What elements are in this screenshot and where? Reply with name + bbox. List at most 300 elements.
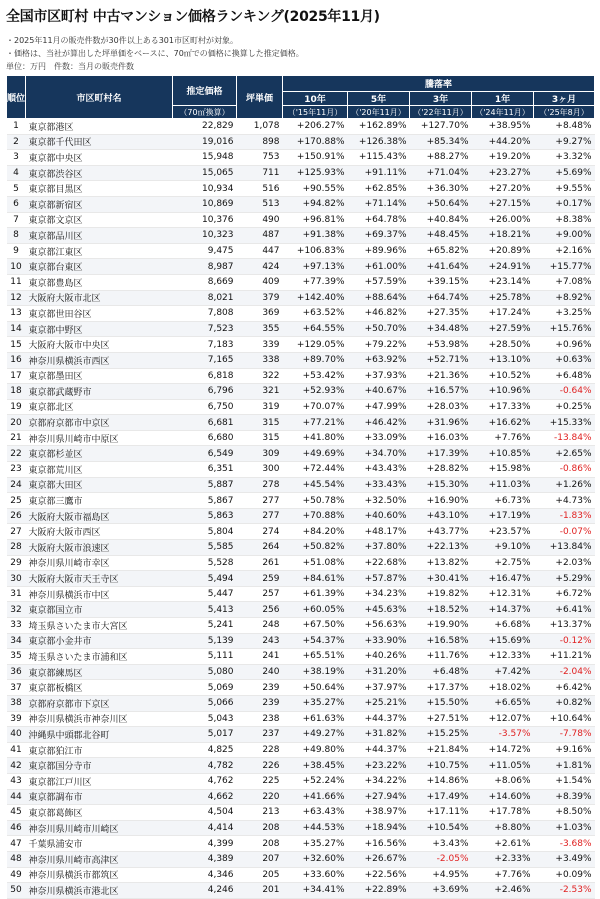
cell-rank: 31	[7, 586, 26, 602]
cell-rank: 40	[7, 727, 26, 743]
cell-change-3y: +27.35%	[410, 306, 472, 322]
cell-change-5y: +91.11%	[348, 165, 410, 181]
cell-change-3y: +18.52%	[410, 602, 472, 618]
cell-change-1y: +10.52%	[472, 368, 534, 384]
cell-city: 東京都国立市	[26, 602, 173, 618]
table-row	[7, 649, 595, 665]
cell-city: 東京都渋谷区	[26, 165, 173, 181]
table-row	[7, 399, 595, 415]
cell-change-3y: -2.05%	[410, 851, 472, 867]
cell-tsubo: 898	[237, 134, 283, 150]
cell-change-3y: +22.13%	[410, 540, 472, 556]
cell-change-3m: +7.08%	[534, 274, 595, 290]
table-row	[7, 337, 595, 353]
cell-rank: 9	[7, 243, 26, 259]
cell-tsubo: 513	[237, 196, 283, 212]
cell-change-3m: -3.68%	[534, 836, 595, 852]
cell-price: 10,869	[173, 196, 237, 212]
cell-change-10y: +41.80%	[283, 430, 348, 446]
cell-change-1y: +16.47%	[472, 571, 534, 587]
cell-change-10y: +125.93%	[283, 165, 348, 181]
cell-change-1y: +23.57%	[472, 524, 534, 540]
cell-change-3y: +43.10%	[410, 508, 472, 524]
cell-change-1y: +6.73%	[472, 493, 534, 509]
cell-change-5y: +34.23%	[348, 586, 410, 602]
cell-change-1y: +16.62%	[472, 415, 534, 431]
cell-change-5y: +33.90%	[348, 633, 410, 649]
cell-change-5y: +45.63%	[348, 602, 410, 618]
table-row	[7, 196, 595, 212]
cell-change-5y: +37.97%	[348, 680, 410, 696]
cell-change-5y: +22.89%	[348, 883, 410, 899]
cell-change-3y: +11.76%	[410, 649, 472, 665]
cell-change-10y: +50.82%	[283, 540, 348, 556]
cell-tsubo: 213	[237, 805, 283, 821]
cell-change-3y: +30.41%	[410, 571, 472, 587]
cell-change-1y: +14.37%	[472, 602, 534, 618]
cell-change-10y: +33.60%	[283, 867, 348, 883]
cell-change-3y: +36.30%	[410, 181, 472, 197]
cell-change-10y: +106.83%	[283, 243, 348, 259]
cell-change-10y: +34.41%	[283, 883, 348, 899]
page-title: 全国市区町村 中古マンション価格ランキング(2025年11月)	[6, 9, 380, 25]
cell-city: 埼玉県さいたま市大宮区	[26, 618, 173, 634]
cell-change-3m: +0.25%	[534, 399, 595, 415]
cell-change-1y: +7.76%	[472, 867, 534, 883]
cell-rank: 30	[7, 571, 26, 587]
cell-change-10y: +96.81%	[283, 212, 348, 228]
cell-rank: 6	[7, 196, 26, 212]
table-row	[7, 820, 595, 836]
cell-change-5y: +37.93%	[348, 368, 410, 384]
cell-change-10y: +53.42%	[283, 368, 348, 384]
cell-change-3y: +52.71%	[410, 352, 472, 368]
cell-tsubo: 259	[237, 571, 283, 587]
cell-change-1y: +18.21%	[472, 228, 534, 244]
cell-rank: 11	[7, 274, 26, 290]
cell-change-5y: +57.59%	[348, 274, 410, 290]
cell-city: 東京都墨田区	[26, 368, 173, 384]
cell-price: 10,323	[173, 228, 237, 244]
cell-change-10y: +50.64%	[283, 680, 348, 696]
table-row	[7, 212, 595, 228]
table-row	[7, 446, 595, 462]
cell-price: 4,504	[173, 805, 237, 821]
cell-rank: 50	[7, 883, 26, 899]
cell-rank: 14	[7, 321, 26, 337]
cell-tsubo: 240	[237, 664, 283, 680]
cell-change-3m: +5.29%	[534, 571, 595, 587]
cell-change-3m: +1.81%	[534, 758, 595, 774]
cell-change-1y: +15.69%	[472, 633, 534, 649]
cell-price: 15,065	[173, 165, 237, 181]
cell-city: 東京都練馬区	[26, 664, 173, 680]
cell-change-3m: -0.07%	[534, 524, 595, 540]
cell-price: 7,523	[173, 321, 237, 337]
cell-change-5y: +62.85%	[348, 181, 410, 197]
cell-price: 5,111	[173, 649, 237, 665]
cell-change-1y: +2.33%	[472, 851, 534, 867]
table-row	[7, 415, 595, 431]
cell-rank: 21	[7, 430, 26, 446]
cell-change-10y: +38.45%	[283, 758, 348, 774]
cell-change-3y: +53.98%	[410, 337, 472, 353]
cell-change-3m: +2.65%	[534, 446, 595, 462]
cell-price: 5,066	[173, 695, 237, 711]
cell-tsubo: 205	[237, 867, 283, 883]
cell-change-1y: +26.00%	[472, 212, 534, 228]
cell-city: 埼玉県さいたま市浦和区	[26, 649, 173, 665]
cell-rank: 16	[7, 352, 26, 368]
table-row	[7, 664, 595, 680]
cell-city: 神奈川県川崎市幸区	[26, 555, 173, 571]
cell-change-3y: +27.51%	[410, 711, 472, 727]
table-row	[7, 321, 595, 337]
cell-change-10y: +61.39%	[283, 586, 348, 602]
cell-change-3m: -1.83%	[534, 508, 595, 524]
cell-price: 5,887	[173, 477, 237, 493]
cell-change-1y: +17.24%	[472, 306, 534, 322]
cell-rank: 1	[7, 119, 26, 135]
cell-change-5y: +33.43%	[348, 477, 410, 493]
cell-change-3m: +9.00%	[534, 228, 595, 244]
table-row	[7, 773, 595, 789]
cell-change-10y: +45.54%	[283, 477, 348, 493]
cell-rank: 33	[7, 618, 26, 634]
cell-change-3y: +13.82%	[410, 555, 472, 571]
cell-change-5y: +63.92%	[348, 352, 410, 368]
cell-tsubo: 238	[237, 711, 283, 727]
cell-change-3m: +0.17%	[534, 196, 595, 212]
cell-city: 大阪府大阪市西区	[26, 524, 173, 540]
cell-tsubo: 369	[237, 306, 283, 322]
cell-price: 10,934	[173, 181, 237, 197]
cell-tsubo: 490	[237, 212, 283, 228]
table-row	[7, 119, 595, 135]
cell-change-10y: +64.55%	[283, 321, 348, 337]
table-row	[7, 259, 595, 275]
cell-price: 6,681	[173, 415, 237, 431]
cell-change-1y: +12.33%	[472, 649, 534, 665]
cell-city: 東京都中野区	[26, 321, 173, 337]
cell-change-1y: +25.78%	[472, 290, 534, 306]
cell-price: 4,246	[173, 883, 237, 899]
cell-city: 東京都豊島区	[26, 274, 173, 290]
cell-rank: 46	[7, 820, 26, 836]
cell-change-10y: +41.66%	[283, 789, 348, 805]
cell-rank: 48	[7, 851, 26, 867]
cell-change-5y: +26.67%	[348, 851, 410, 867]
cell-price: 4,825	[173, 742, 237, 758]
cell-change-3y: +31.96%	[410, 415, 472, 431]
table-row	[7, 695, 595, 711]
cell-change-3y: +6.48%	[410, 664, 472, 680]
cell-price: 6,351	[173, 462, 237, 478]
header-period-3m: 3ヶ月	[534, 92, 595, 106]
cell-change-10y: +49.69%	[283, 446, 348, 462]
cell-change-1y: +10.96%	[472, 384, 534, 400]
cell-price: 6,796	[173, 384, 237, 400]
cell-change-5y: +46.82%	[348, 306, 410, 322]
cell-rank: 3	[7, 150, 26, 166]
cell-rank: 26	[7, 508, 26, 524]
cell-price: 5,413	[173, 602, 237, 618]
cell-change-1y: +13.10%	[472, 352, 534, 368]
cell-tsubo: 355	[237, 321, 283, 337]
table-row	[7, 836, 595, 852]
cell-price: 8,669	[173, 274, 237, 290]
cell-change-3y: +85.34%	[410, 134, 472, 150]
cell-change-3m: +6.72%	[534, 586, 595, 602]
cell-city: 神奈川県川崎市高津区	[26, 851, 173, 867]
cell-change-3m: +0.09%	[534, 867, 595, 883]
cell-rank: 45	[7, 805, 26, 821]
cell-change-3m: +6.48%	[534, 368, 595, 384]
cell-rank: 2	[7, 134, 26, 150]
cell-change-1y: +23.27%	[472, 165, 534, 181]
cell-tsubo: 322	[237, 368, 283, 384]
table-row	[7, 508, 595, 524]
cell-change-3m: +11.21%	[534, 649, 595, 665]
cell-city: 神奈川県横浜市神奈川区	[26, 711, 173, 727]
cell-city: 神奈川県川崎市中原区	[26, 430, 173, 446]
cell-rank: 5	[7, 181, 26, 197]
cell-change-3m: +6.41%	[534, 602, 595, 618]
cell-change-5y: +46.42%	[348, 415, 410, 431]
table-row	[7, 633, 595, 649]
cell-change-10y: +70.07%	[283, 399, 348, 415]
cell-rank: 43	[7, 773, 26, 789]
cell-tsubo: 309	[237, 446, 283, 462]
cell-change-3m: +0.63%	[534, 352, 595, 368]
cell-change-10y: +150.91%	[283, 150, 348, 166]
cell-tsubo: 321	[237, 384, 283, 400]
cell-change-3m: +8.38%	[534, 212, 595, 228]
cell-change-1y: +11.05%	[472, 758, 534, 774]
cell-change-5y: +37.80%	[348, 540, 410, 556]
cell-city: 大阪府大阪市浪速区	[26, 540, 173, 556]
cell-rank: 15	[7, 337, 26, 353]
cell-change-1y: +27.15%	[472, 196, 534, 212]
cell-change-5y: +47.99%	[348, 399, 410, 415]
cell-tsubo: 243	[237, 633, 283, 649]
cell-price: 8,987	[173, 259, 237, 275]
cell-city: 東京都台東区	[26, 259, 173, 275]
cell-change-3m: -2.53%	[534, 883, 595, 899]
cell-price: 7,183	[173, 337, 237, 353]
cell-change-3y: +50.64%	[410, 196, 472, 212]
cell-price: 15,948	[173, 150, 237, 166]
cell-price: 6,750	[173, 399, 237, 415]
cell-rank: 25	[7, 493, 26, 509]
table-row	[7, 430, 595, 446]
cell-change-10y: +206.27%	[283, 119, 348, 135]
cell-price: 7,165	[173, 352, 237, 368]
cell-change-5y: +18.94%	[348, 820, 410, 836]
cell-city: 神奈川県横浜市都筑区	[26, 867, 173, 883]
cell-tsubo: 516	[237, 181, 283, 197]
cell-price: 5,804	[173, 524, 237, 540]
cell-change-1y: +10.85%	[472, 446, 534, 462]
cell-change-3y: +64.74%	[410, 290, 472, 306]
cell-change-10y: +38.19%	[283, 664, 348, 680]
cell-city: 東京都三鷹市	[26, 493, 173, 509]
cell-city: 東京都港区	[26, 119, 173, 135]
cell-change-5y: +31.20%	[348, 664, 410, 680]
table-row	[7, 602, 595, 618]
cell-change-1y: -3.57%	[472, 727, 534, 743]
cell-change-5y: +88.64%	[348, 290, 410, 306]
cell-city: 大阪府大阪市福島区	[26, 508, 173, 524]
cell-change-3y: +3.69%	[410, 883, 472, 899]
cell-rank: 17	[7, 368, 26, 384]
table-row	[7, 789, 595, 805]
table-row	[7, 711, 595, 727]
cell-city: 東京都目黒区	[26, 181, 173, 197]
cell-change-3m: -13.84%	[534, 430, 595, 446]
cell-change-10y: +32.60%	[283, 851, 348, 867]
cell-tsubo: 256	[237, 602, 283, 618]
cell-rank: 39	[7, 711, 26, 727]
cell-city: 神奈川県横浜市中区	[26, 586, 173, 602]
table-row	[7, 243, 595, 259]
cell-change-10y: +90.55%	[283, 181, 348, 197]
cell-change-5y: +22.68%	[348, 555, 410, 571]
cell-change-1y: +38.95%	[472, 119, 534, 135]
cell-city: 神奈川県川崎市川崎区	[26, 820, 173, 836]
cell-change-3m: +2.16%	[534, 243, 595, 259]
cell-price: 5,069	[173, 680, 237, 696]
cell-tsubo: 277	[237, 508, 283, 524]
table-row	[7, 150, 595, 166]
cell-change-10y: +84.20%	[283, 524, 348, 540]
cell-change-5y: +126.38%	[348, 134, 410, 150]
cell-tsubo: 261	[237, 555, 283, 571]
cell-rank: 29	[7, 555, 26, 571]
cell-tsubo: 274	[237, 524, 283, 540]
cell-change-3m: +8.50%	[534, 805, 595, 821]
cell-rank: 38	[7, 695, 26, 711]
cell-change-3m: +0.96%	[534, 337, 595, 353]
cell-city: 東京都大田区	[26, 477, 173, 493]
cell-city: 大阪府大阪市北区	[26, 290, 173, 306]
table-row	[7, 727, 595, 743]
cell-rank: 27	[7, 524, 26, 540]
cell-price: 4,762	[173, 773, 237, 789]
note-line-2: ・価格は、当社が算出した坪単価をベースに、70㎡での価格に換算した推定価格。	[6, 49, 304, 58]
cell-price: 6,818	[173, 368, 237, 384]
cell-change-5y: +115.43%	[348, 150, 410, 166]
cell-change-1y: +27.20%	[472, 181, 534, 197]
cell-rank: 49	[7, 867, 26, 883]
cell-change-3y: +15.25%	[410, 727, 472, 743]
cell-price: 4,662	[173, 789, 237, 805]
cell-change-3y: +39.15%	[410, 274, 472, 290]
cell-change-5y: +38.97%	[348, 805, 410, 821]
cell-change-5y: +64.78%	[348, 212, 410, 228]
cell-change-3y: +41.64%	[410, 259, 472, 275]
cell-tsubo: 753	[237, 150, 283, 166]
header-price-sub: （70㎡換算）	[173, 106, 237, 119]
cell-change-10y: +61.63%	[283, 711, 348, 727]
header-price: 推定価格	[173, 76, 237, 106]
cell-rank: 13	[7, 306, 26, 322]
cell-price: 5,585	[173, 540, 237, 556]
cell-change-3y: +48.45%	[410, 228, 472, 244]
cell-change-10y: +170.88%	[283, 134, 348, 150]
table-row	[7, 306, 595, 322]
cell-rank: 37	[7, 680, 26, 696]
cell-change-5y: +56.63%	[348, 618, 410, 634]
cell-change-3m: -7.78%	[534, 727, 595, 743]
cell-change-1y: +15.98%	[472, 462, 534, 478]
cell-city: 大阪府大阪市中央区	[26, 337, 173, 353]
note-line-3: 単位：万円 件数：当月の販売件数	[6, 62, 134, 71]
table-row	[7, 352, 595, 368]
table-row	[7, 540, 595, 556]
cell-change-10y: +44.53%	[283, 820, 348, 836]
cell-change-5y: +33.09%	[348, 430, 410, 446]
cell-city: 東京都世田谷区	[26, 306, 173, 322]
cell-change-3m: +13.84%	[534, 540, 595, 556]
cell-city: 東京都狛江市	[26, 742, 173, 758]
cell-change-10y: +65.51%	[283, 649, 348, 665]
cell-city: 東京都荒川区	[26, 462, 173, 478]
cell-tsubo: 300	[237, 462, 283, 478]
cell-rank: 7	[7, 212, 26, 228]
cell-rank: 12	[7, 290, 26, 306]
cell-city: 東京都中央区	[26, 150, 173, 166]
cell-tsubo: 257	[237, 586, 283, 602]
cell-change-3m: +5.69%	[534, 165, 595, 181]
cell-change-10y: +89.70%	[283, 352, 348, 368]
header-rank: 順位	[7, 76, 26, 119]
cell-change-1y: +14.60%	[472, 789, 534, 805]
cell-change-10y: +49.80%	[283, 742, 348, 758]
header-period-10y: 10年	[283, 92, 348, 106]
cell-change-3m: +13.37%	[534, 618, 595, 634]
cell-tsubo: 201	[237, 883, 283, 899]
cell-change-3m: +8.92%	[534, 290, 595, 306]
table-row	[7, 742, 595, 758]
cell-tsubo: 220	[237, 789, 283, 805]
cell-change-3y: +17.49%	[410, 789, 472, 805]
cell-tsubo: 226	[237, 758, 283, 774]
cell-rank: 19	[7, 399, 26, 415]
cell-tsubo: 208	[237, 836, 283, 852]
cell-change-10y: +63.52%	[283, 306, 348, 322]
cell-rank: 4	[7, 165, 26, 181]
cell-change-10y: +77.39%	[283, 274, 348, 290]
cell-price: 6,680	[173, 430, 237, 446]
cell-change-3y: +43.77%	[410, 524, 472, 540]
cell-price: 5,080	[173, 664, 237, 680]
cell-change-3m: +10.64%	[534, 711, 595, 727]
cell-tsubo: 487	[237, 228, 283, 244]
cell-change-5y: +16.56%	[348, 836, 410, 852]
cell-change-1y: +17.33%	[472, 399, 534, 415]
cell-change-1y: +7.76%	[472, 430, 534, 446]
cell-change-5y: +40.67%	[348, 384, 410, 400]
cell-city: 沖縄県中頭郡北谷町	[26, 727, 173, 743]
cell-change-5y: +43.43%	[348, 462, 410, 478]
cell-change-5y: +31.82%	[348, 727, 410, 743]
table-row	[7, 228, 595, 244]
cell-change-1y: +24.91%	[472, 259, 534, 275]
cell-city: 東京都新宿区	[26, 196, 173, 212]
cell-change-1y: +11.03%	[472, 477, 534, 493]
cell-change-5y: +162.89%	[348, 119, 410, 135]
